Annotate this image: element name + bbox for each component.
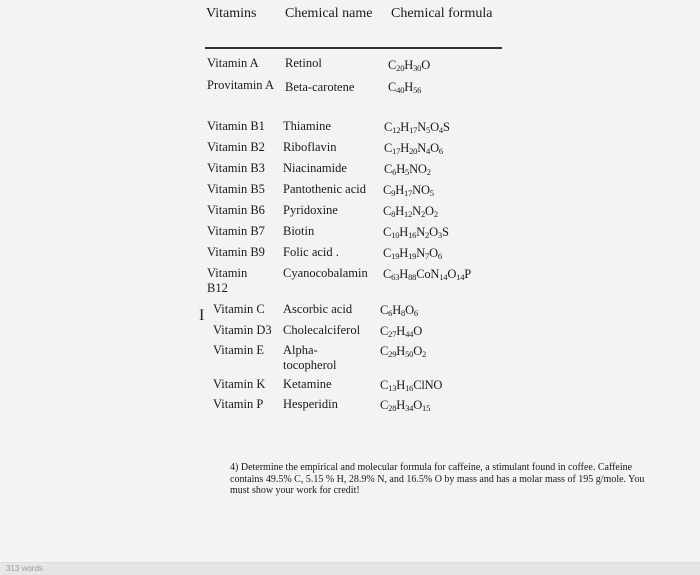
chemical-formula-cell: $C_{20}H_{30}O$ bbox=[388, 58, 431, 73]
chemical-name-cell: Retinol bbox=[285, 56, 322, 70]
chemical-name-cell: Pyridoxine bbox=[283, 203, 338, 217]
chemical-name-cell: Hesperidin bbox=[283, 397, 338, 411]
chemical-name-cell: Biotin bbox=[283, 224, 315, 238]
vitamin-cell: Vitamin B5 bbox=[207, 182, 265, 196]
chemical-formula-cell: $C_{17}H_{20}N_4O_6$ bbox=[384, 141, 443, 156]
chemical-formula-cell: $C_{28}H_{34}O_{15}$ bbox=[380, 398, 431, 413]
vitamin-cell: Vitamin K bbox=[213, 377, 266, 391]
header-chemical-name: Chemical name bbox=[285, 6, 373, 21]
chemical-formula-cell: $C_{12}H_{17}N_5O_4S$ bbox=[384, 120, 450, 135]
chemical-formula-cell: $C_{27}H_{44}O$ bbox=[380, 324, 423, 339]
vitamin-cell: Vitamin B7 bbox=[207, 224, 265, 238]
chemical-formula-cell: $C_{10}H_{16}N_2O_3S$ bbox=[383, 225, 449, 240]
chemical-name-cell: Beta-carotene bbox=[285, 80, 355, 94]
vitamin-cell: Vitamin B9 bbox=[207, 245, 265, 259]
chemical-name-cell: Cyanocobalamin bbox=[283, 266, 368, 280]
bottom-status-bar bbox=[0, 562, 700, 575]
text-cursor-icon: I bbox=[199, 307, 205, 324]
vitamin-cell: Vitamin B1 bbox=[207, 119, 265, 133]
header-rule bbox=[205, 47, 502, 49]
vitamin-cell: Vitamin E bbox=[213, 343, 264, 357]
chemical-formula-cell: $C_6H_5NO_2$ bbox=[384, 162, 431, 177]
vitamin-cell: Vitamin D3 bbox=[213, 323, 272, 337]
chemical-name-cell: Thiamine bbox=[283, 119, 331, 133]
chemical-formula-cell: $C_{19}H_{19}N_7O_6$ bbox=[383, 246, 442, 261]
question-text: Determine the empirical and molecular formula for caffeine, a stimulant found in coffee. Caffeine contains 49.5% C, 5.15 % H, 28.9% N, and 16.5% O by mass and has a molar mass of 195 g/mole. You must show your work for credit! bbox=[230, 462, 645, 496]
chemical-formula-cell: $C_{29}H_{50}O_2$ bbox=[380, 344, 427, 359]
vitamin-cell: Vitamin B12 bbox=[207, 266, 248, 295]
chemical-name-cell: Niacinamide bbox=[283, 161, 347, 175]
chemical-formula-cell: $C_8H_{12}N_2O_2$ bbox=[383, 204, 438, 219]
question-number: 4) bbox=[230, 462, 239, 473]
chemical-formula-cell: $C_{13}H_{16}ClNO$ bbox=[380, 378, 443, 393]
vitamin-cell: Provitamin A bbox=[207, 78, 275, 92]
vitamin-cell: Vitamin P bbox=[213, 397, 264, 411]
vitamin-cell: Vitamin A bbox=[207, 56, 259, 70]
vitamin-cell: Vitamin B6 bbox=[207, 203, 265, 217]
question-block bbox=[230, 462, 660, 497]
chemical-name-cell: Riboflavin bbox=[283, 140, 337, 154]
chemical-name-cell: Ascorbic acid bbox=[283, 302, 353, 316]
chemical-name-cell: Alpha-tocopherol bbox=[283, 343, 337, 372]
vitamin-cell: Vitamin C bbox=[213, 302, 265, 316]
chemical-name-cell: Folic acid . bbox=[283, 245, 339, 259]
chemical-formula-cell: $C_{63}H_{88}CoN_{14}O_{14}P$ bbox=[383, 267, 472, 282]
chemical-name-cell: Pantothenic acid bbox=[283, 182, 366, 196]
header-chemical-formula: Chemical formula bbox=[391, 6, 493, 21]
chemical-name-cell: Cholecalciferol bbox=[283, 323, 361, 337]
chemical-formula-cell: $C_{40}H_{56}$ bbox=[388, 80, 422, 95]
header-vitamins: Vitamins bbox=[206, 6, 257, 21]
chemical-formula-cell: $C_6H_8O_6$ bbox=[380, 303, 418, 318]
chemical-name-cell: Ketamine bbox=[283, 377, 332, 391]
chemical-formula-cell: $C_9H_{17}NO_5$ bbox=[383, 183, 434, 198]
vitamin-cell: Vitamin B3 bbox=[207, 161, 265, 175]
word-count: 313 words bbox=[6, 564, 43, 573]
vitamin-cell: Vitamin B2 bbox=[207, 140, 265, 154]
